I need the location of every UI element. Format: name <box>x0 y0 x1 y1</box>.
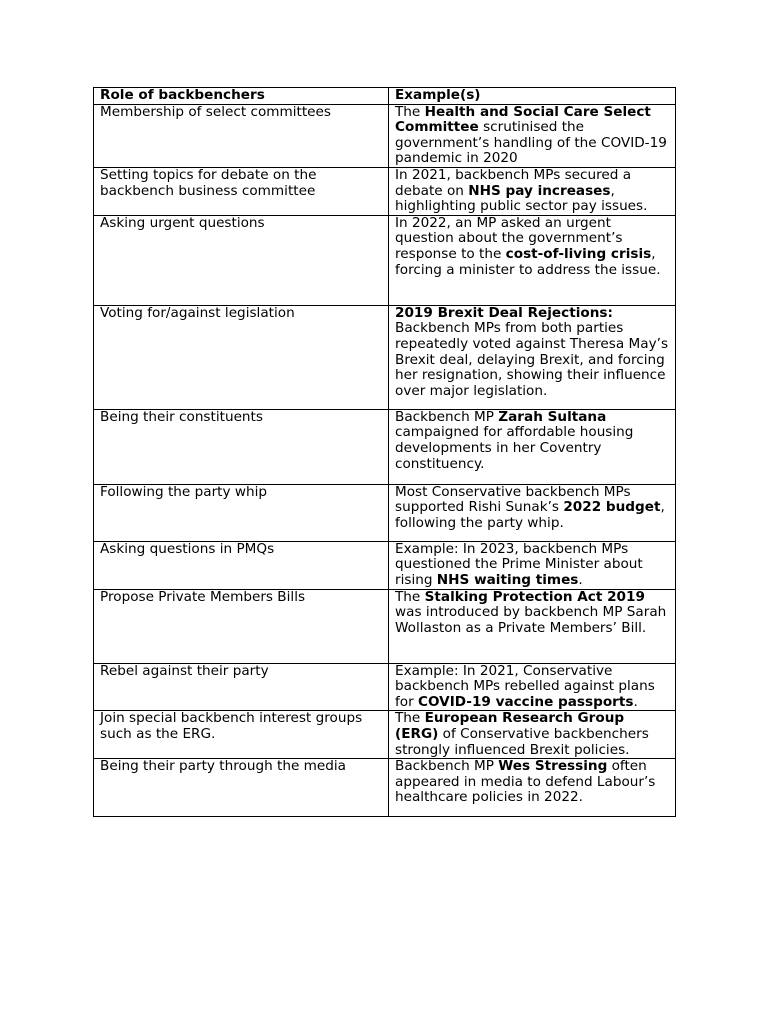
example-text: Backbench MP <box>395 408 499 425</box>
role-cell: Rebel against their party <box>94 663 389 711</box>
example-text: Example: In 2023, backbench MPs questioned the Prime Minister about rising <box>395 540 643 588</box>
example-text: . <box>633 693 638 710</box>
example-cell <box>389 104 676 167</box>
role-cell: Voting for/against legislation <box>94 305 389 409</box>
example-text: , forcing a minister to address the issue. <box>395 245 661 278</box>
role-cell: Join special backbench interest groups such as the ERG. <box>94 711 389 759</box>
example-bold-text: Zarah Sultana <box>498 408 607 425</box>
example-text: The <box>395 710 425 727</box>
example-cell <box>389 663 676 711</box>
example-cell <box>389 589 676 663</box>
example-text: , following the party whip. <box>395 499 665 531</box>
role-cell: Membership of select committees <box>94 104 389 167</box>
example-text: In 2022, an MP asked an urgent question about the government’s response to the <box>395 214 623 262</box>
example-cell <box>389 409 676 484</box>
example-text: Most Conservative backbench MPs supported Rishi Sunak’s <box>395 483 631 516</box>
table-row <box>94 409 676 484</box>
role-cell: Asking urgent questions <box>94 215 389 305</box>
example-cell <box>389 167 676 215</box>
example-bold-text: 2019 Brexit Deal Rejections: <box>395 304 613 321</box>
example-bold-text: 2022 budget <box>563 499 661 516</box>
example-text: of Conservative backbenchers strongly influenced Brexit policies. <box>395 725 649 758</box>
example-bold-text: NHS pay increases <box>468 182 611 199</box>
table-header-row <box>94 88 676 105</box>
example-text: Example: In 2021, Conservative backbench MPs rebelled against plans for <box>395 662 655 710</box>
role-cell: Setting topics for debate on the backbench business committee <box>94 167 389 215</box>
backbenchers-table <box>93 87 676 817</box>
table-row <box>94 104 676 167</box>
example-bold-text: Health and Social Care Select Committee <box>395 103 651 136</box>
example-bold-text: COVID-19 vaccine passports <box>418 693 634 710</box>
example-cell <box>389 484 676 541</box>
example-text: . <box>578 571 583 588</box>
table-row <box>94 663 676 711</box>
example-cell <box>389 711 676 759</box>
example-text: was introduced by backbench MP Sarah Wollaston as a Private Members’ Bill. <box>395 604 667 636</box>
example-text: In 2021, backbench MPs secured a debate on <box>395 166 632 199</box>
header-examples: Example(s) <box>389 88 676 105</box>
table-row <box>94 484 676 541</box>
example-text: Backbench MPs from both parties repeatedly voted against Theresa May’s Brexit deal, delaying Brexit, and forcing her resignation, showing their influence over major legislation. <box>395 320 669 399</box>
table-row <box>94 305 676 409</box>
table-row <box>94 215 676 305</box>
example-cell <box>389 305 676 409</box>
table-row <box>94 759 676 817</box>
role-cell: Propose Private Members Bills <box>94 589 389 663</box>
example-bold-text: cost-of-living crisis <box>505 245 652 262</box>
example-text: scrutinised the government’s handling of the COVID-19 pandemic in 2020 <box>395 119 667 167</box>
example-text: The <box>395 588 425 605</box>
role-cell: Being their party through the media <box>94 759 389 817</box>
table-row <box>94 541 676 589</box>
role-cell: Asking questions in PMQs <box>94 541 389 589</box>
example-cell <box>389 759 676 817</box>
table-row <box>94 711 676 759</box>
example-text: , highlighting public sector pay issues. <box>395 182 648 215</box>
example-bold-text: Stalking Protection Act 2019 <box>424 588 645 605</box>
table-row <box>94 589 676 663</box>
example-bold-text: Wes Stressing <box>498 758 608 775</box>
example-text: campaigned for affordable housing developments in her Coventry constituency. <box>395 424 634 472</box>
example-cell <box>389 215 676 305</box>
table-row <box>94 167 676 215</box>
example-bold-text: NHS waiting times <box>436 571 579 588</box>
role-cell: Being their constituents <box>94 409 389 484</box>
example-text: Backbench MP <box>395 758 499 775</box>
example-text: often appeared in media to defend Labour’s healthcare policies in 2022. <box>395 758 656 806</box>
example-cell <box>389 541 676 589</box>
header-role: Role of backbenchers <box>94 88 389 105</box>
role-cell: Following the party whip <box>94 484 389 541</box>
example-text: The <box>395 103 425 120</box>
example-bold-text: European Research Group (ERG) <box>395 710 625 742</box>
